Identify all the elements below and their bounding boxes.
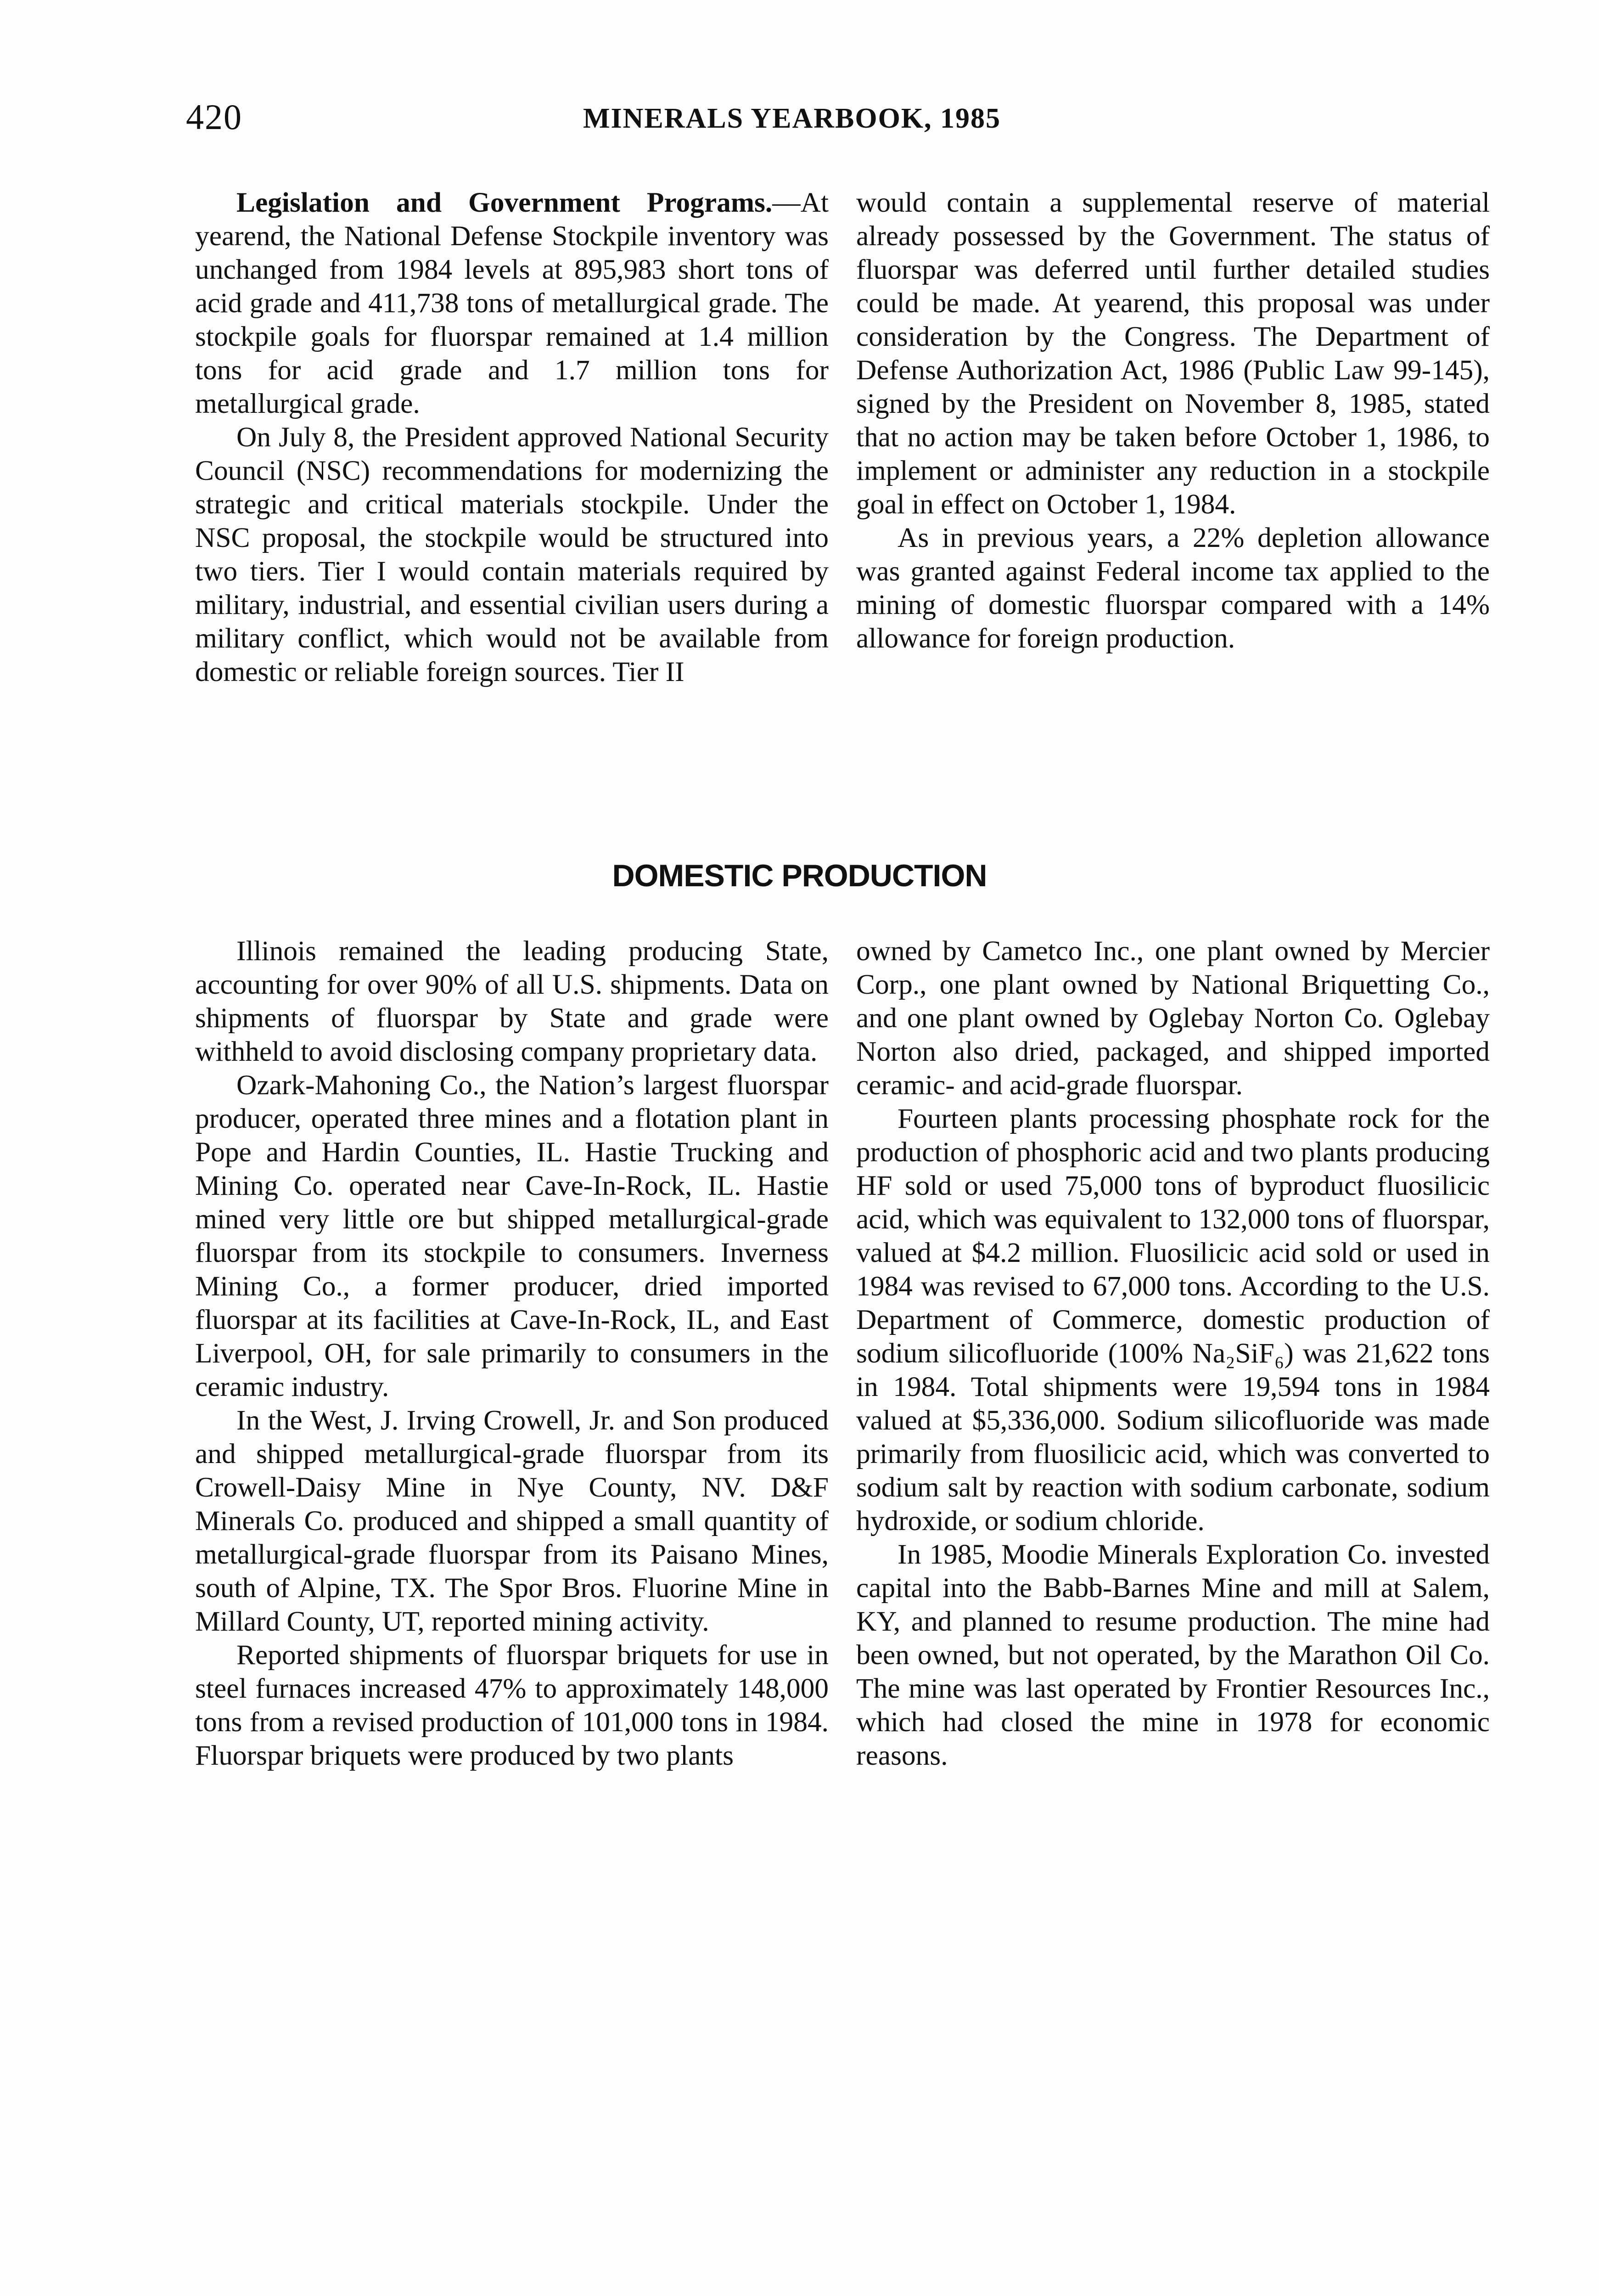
legislation-run-in-heading: Legislation and Government Programs. [236,187,773,218]
page-number: 420 [186,97,242,137]
domestic-paragraph-1: Illinois remained the leading producing State, accounting for over 90% of all U.S. shipments. Data on shipments of fluorspar by State and grade were withheld to avoid disclosing company proprietary data. [195,935,829,1067]
running-header [186,96,1398,138]
domestic-paragraph-6: In 1985, Moodie Minerals Exploration Co. invested capital into the Babb-Barnes Mine and mill at Salem, KY, and planned to resume production. The mine had been owned, but not operated, by the Marathon Oil Co. The mine was last operated by Frontier Resources Inc., which had closed the mine in 1978 for economic reasons. [856,1539,1490,1771]
domestic-paragraph-4-continued: owned by Cametco Inc., one plant owned by Mercier Corp., one plant owned by National Briquetting Co., and one plant owned by Oglebay Norton Co. Oglebay Norton also dried, packaged, and shipped imported ceramic- and acid-grade fluorspar. [856,935,1490,1101]
domestic-column-right [856,934,1490,1773]
legislation-column-left [195,186,829,689]
domestic-paragraph-5: Fourteen plants processing phosphate rock for the production of phosphoric acid and two plants producing HF sold or used 75,000 tons of byproduct fluosilicic acid, which was equivalent to 132,000 tons of fluorspar, valued at $4.2 million. Fluosilicic acid sold or used in 1984 was revised to 67,000 tons. According to the U.S. Department of Commerce, domestic production of sodium silicofluoride (100% Na₂SiF₆) was 21,622 tons in 1984. Total shipments were 19,594 tons in 1984 valued at $5,336,000. Sodium silicofluoride was made primarily from fluosilicic acid, which was converted to sodium salt by reaction with sodium carbonate, sodium hydroxide, or sodium chloride. [856,1103,1490,1536]
legislation-paragraph-2: On July 8, the President approved National Security Council (NSC) recommendations for modernizing the strategic and critical materials stockpile. Under the NSC proposal, the stockpile would be structured into two tiers. Tier I would contain materials required by military, industrial, and essential civilian users during a military conflict, which would not be available from domestic or reliable foreign sources. Tier II [195,422,829,687]
domestic-paragraph-2: Ozark-Mahoning Co., the Nation’s largest fluorspar producer, operated three mines and a flotation plant in Pope and Hardin Counties, IL. Hastie Trucking and Mining Co. operated near Cave-In-Rock, IL. Hastie mined very little ore but shipped metallurgical-grade fluorspar from its stockpile to consumers. Inverness Mining Co., a former producer, dried imported fluorspar at its facilities at Cave-In-Rock, IL, and East Liverpool, OH, for sale primarily to consumers in the ceramic industry. [195,1069,829,1402]
legislation-paragraph-1-text: —At yearend, the National Defense Stockpile inventory was unchanged from 1984 levels at 895,983 short tons of acid grade and 411,738 tons of metallurgical grade. The stockpile goals for fluorspar remained at 1.4 million tons for acid grade and 1.7 million tons for metallurgical grade. [195,187,829,419]
running-title: MINERALS YEARBOOK, 1985 [583,103,1001,134]
domestic-column-left [195,934,829,1773]
legislation-paragraph-2-continued: would contain a supplemental reserve of material already possessed by the Government. The status of fluorspar was deferred until further detailed studies could be made. At yearend, this proposal was under consideration by the Congress. The Department of Defense Authorization Act, 1986 (Public Law 99-145), signed by the President on November 8, 1985, stated that no action may be taken before October 1, 1986, to implement or administer any reduction in a stockpile goal in effect on October 1, 1984. [856,187,1490,520]
legislation-column-right [856,186,1490,655]
legislation-paragraph-3: As in previous years, a 22% depletion allowance was granted against Federal income tax applied to the mining of domestic fluorspar compared with a 14% allowance for foreign production. [856,522,1490,654]
legislation-paragraph-1 [195,186,829,421]
domestic-paragraph-4: Reported shipments of fluorspar briquets for use in steel furnaces increased 47% to approximately 148,000 tons from a revised production of 101,000 tons in 1984. Fluorspar briquets were produced by two plants [195,1639,829,1771]
domestic-paragraph-3: In the West, J. Irving Crowell, Jr. and Son produced and shipped metallurgical-grade fluorspar from its Crowell-Daisy Mine in Nye County, NV. D&F Minerals Co. produced and shipped a small quantity of metallurgical-grade fluorspar from its Paisano Mines, south of Alpine, TX. The Spor Bros. Fluorine Mine in Millard County, UT, reported mining activity. [195,1405,829,1637]
section-heading-domestic-production: DOMESTIC PRODUCTION [612,858,987,893]
